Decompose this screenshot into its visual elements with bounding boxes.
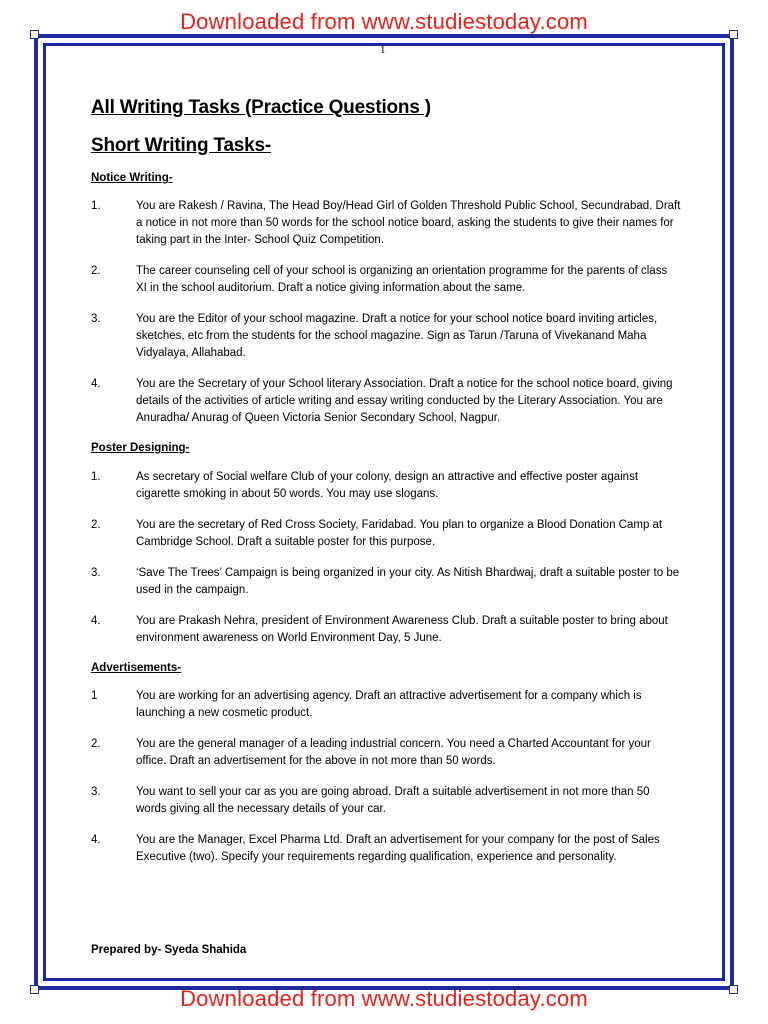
page-number: 1	[380, 44, 386, 56]
prepared-by: Prepared by- Syeda Shahida	[91, 944, 247, 956]
item-text: You are the Secretary of your School literary Association. Draft a notice for the school notice board, giving details of the activities of article writing and essay writing conducted by the Literary Association. You are Anuradha/ Anurag of Queen Victoria Senior Secondary School, Nagpur.	[136, 378, 673, 424]
list-item	[91, 263, 681, 297]
list-item	[91, 565, 681, 599]
download-banner-top: Downloaded from www.studiestoday.com	[180, 9, 588, 34]
list-item	[91, 376, 681, 427]
item-text: You are the general manager of a leading industrial concern. You need a Charted Accountant for your office. Draft an advertisement for the above in not more than 50 words.	[136, 738, 651, 767]
list-item	[91, 311, 681, 362]
item-text: You are the Manager, Excel Pharma Ltd. Draft an advertisement for your company for the post of Sales Executive (two). Specify your requirements regarding qualification, experience and personality.	[136, 834, 660, 863]
item-number: 1	[91, 690, 98, 702]
item-number: 1.	[91, 471, 101, 483]
item-text: You are Prakash Nehra, president of Environment Awareness Club. Draft a suitable poster to bring about environment awareness on World Environment Day, 5 June.	[136, 615, 668, 644]
item-number: 2.	[91, 738, 101, 750]
item-text: You are the secretary of Red Cross Society, Faridabad. You plan to organize a Blood Donation Camp at Cambridge School. Draft a suitable poster for this purpose.	[136, 519, 663, 548]
item-number: 3.	[91, 567, 101, 579]
section-heading: Advertisements-	[91, 662, 182, 674]
page-subtitle: Short Writing Tasks-	[91, 135, 272, 156]
item-text: The career counseling cell of your school is organizing an orientation programme for the parents of class XI in the school auditorium. Draft a notice giving information about the same.	[136, 265, 668, 294]
list-item	[91, 613, 681, 647]
list-item	[91, 469, 681, 503]
list-item	[91, 517, 681, 551]
section-heading: Poster Designing-	[91, 442, 190, 454]
item-text: You are working for an advertising agency. Draft an attractive advertisement for a company which is launching a new cosmetic product.	[136, 690, 642, 719]
list-item	[91, 832, 681, 866]
list-item	[91, 198, 681, 249]
item-text: As secretary of Social welfare Club of your colony, design an attractive and effective poster against cigarette smoking in about 50 words. You may use slogans.	[136, 471, 639, 500]
list-item	[91, 736, 681, 770]
corner-ornament-tl	[30, 30, 39, 39]
item-number: 3.	[91, 786, 101, 798]
item-text: You want to sell your car as you are going abroad. Draft a suitable advertisement in not more than 50 words giving all the necessary details of your car.	[136, 786, 650, 815]
item-number: 2.	[91, 265, 101, 277]
item-text: You are the Editor of your school magazine. Draft a notice for your school notice board inviting articles, sketches, etc from the students for the school magazine. Sign as Tarun /Taruna of Vivekanand Maha Vidyalaya, Allahabad.	[136, 313, 658, 359]
item-number: 3.	[91, 313, 101, 325]
item-number: 4.	[91, 378, 101, 390]
item-number: 4.	[91, 834, 101, 846]
section-heading: Notice Writing-	[91, 172, 173, 184]
section-notice-writing	[91, 171, 681, 427]
section-advertisements	[91, 661, 681, 866]
document-body	[91, 96, 681, 866]
list-item	[91, 688, 681, 722]
section-poster-designing	[91, 441, 681, 647]
item-number: 2.	[91, 519, 101, 531]
download-banner-bottom: Downloaded from www.studiestoday.com	[180, 986, 588, 1011]
page-title: All Writing Tasks (Practice Questions )	[91, 97, 431, 118]
item-number: 4.	[91, 615, 101, 627]
item-number: 1.	[91, 200, 101, 212]
corner-ornament-tr	[729, 30, 738, 39]
item-text: ‘Save The Trees’ Campaign is being organized in your city. As Nitish Bhardwaj, draft a suitable poster to be used in the campaign.	[136, 567, 680, 596]
item-text: You are Rakesh / Ravina, The Head Boy/Head Girl of Golden Threshold Public School, Secundrabad. Draft a notice in not more than 50 words for the school notice board, asking the students to give their names for taking part in the Inter- School Quiz Competition.	[136, 200, 681, 246]
list-item	[91, 784, 681, 818]
